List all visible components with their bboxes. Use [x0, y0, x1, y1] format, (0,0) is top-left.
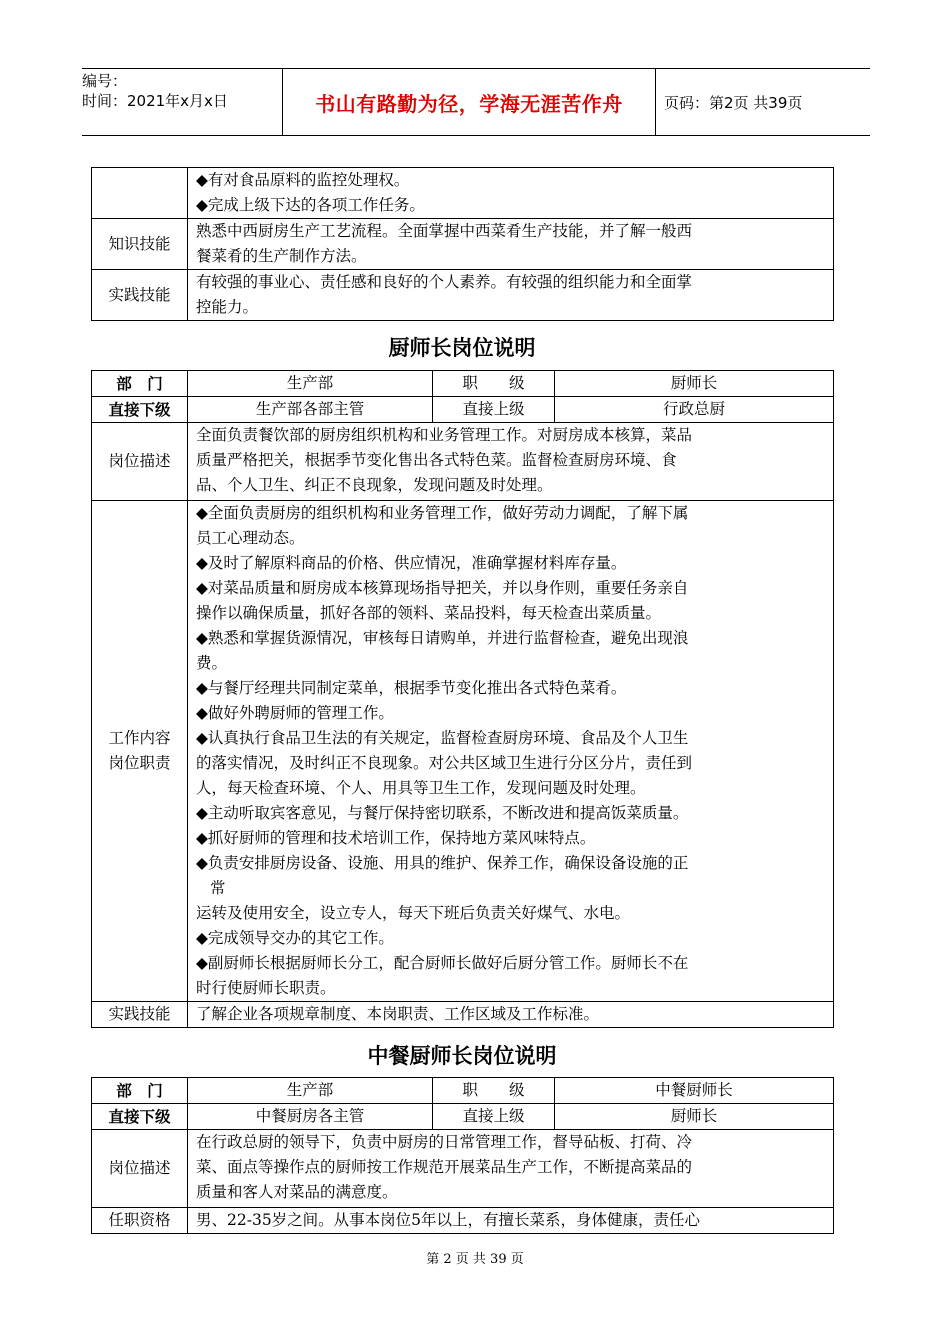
duty-label: [92, 501, 188, 1002]
desc-label: 岗位描述: [92, 423, 188, 501]
text-line: 员工心理动态。: [196, 529, 305, 547]
table-row: [92, 1208, 834, 1234]
text-line: ◆全面负责厨房的组织机构和业务管理工作，做好劳动力调配，了解下属: [196, 504, 689, 522]
text-line: 菜、面点等操作点的厨师按工作规范开展菜品生产工作，不断提高菜品的: [196, 1158, 693, 1176]
row-content: [188, 168, 834, 219]
dept-label: 部 门: [92, 371, 188, 397]
rank-label: 职 级: [433, 371, 555, 397]
time-label: 时间：2021年x月x日: [82, 92, 228, 110]
text-line: ◆及时了解原料商品的价格、供应情况，准确掌握材料库存量。: [196, 554, 627, 572]
text-line: 的落实情况，及时纠正不良现象。对公共区域卫生进行分区分片，责任到: [196, 754, 693, 772]
qualification-content: 男、22-35岁之间。从事本岗位5年以上，有擅长菜系，身体健康，责任心: [188, 1208, 834, 1234]
text-line: 熟悉中西厨房生产工艺流程。全面掌握中西菜肴生产技能，并了解一般西: [196, 222, 693, 240]
superior-value: 行政总厨: [555, 397, 834, 423]
duty-label-line: 工作内容: [108, 729, 171, 747]
row-label: [92, 168, 188, 219]
table-row: [92, 1078, 834, 1104]
row-content: [188, 270, 834, 321]
table-row: [92, 270, 834, 321]
rank-value: 中餐厨师长: [555, 1078, 834, 1104]
desc-content: [188, 423, 834, 501]
text-line: 品、个人卫生、纠正不良现象，发现问题及时处理。: [196, 476, 553, 494]
text-line: 控能力。: [196, 298, 259, 316]
top-table: [91, 167, 834, 321]
superior-label: 直接上级: [433, 1104, 555, 1130]
text-line: 人，每天检查环境、个人、用具等卫生工作，发现问题及时处理。: [196, 779, 646, 797]
text-line: ◆对菜品质量和厨房成本核算现场指导把关，并以身作则，重要任务亲自: [196, 579, 689, 597]
text-line: ◆与餐厅经理共同制定菜单，根据季节变化推出各式特色菜肴。: [196, 679, 627, 697]
section-title: 中餐厨师长岗位说明: [367, 1043, 557, 1068]
subordinate-value: 中餐厨房各主管: [188, 1104, 433, 1130]
row-label: 知识技能: [92, 219, 188, 270]
text-line: ◆抓好厨师的管理和技术培训工作，保持地方菜风味特点。: [196, 829, 596, 847]
text-line: ◆负责安排厨房设备、设施、用具的维护、保养工作，确保设备设施的正: [196, 854, 689, 872]
text-line: 运转及使用安全，设立专人，每天下班后负责关好煤气、水电。: [196, 904, 631, 922]
duty-content: [188, 501, 834, 1002]
text-line: ◆有对食品原料的监控处理权。: [196, 171, 410, 189]
qualification-label: 任职资格: [92, 1208, 188, 1234]
section1-table: [91, 370, 834, 1028]
text-line: 常: [210, 879, 226, 897]
table-row: [92, 1002, 834, 1028]
table-row: [92, 397, 834, 423]
subordinate-value: 生产部各部主管: [188, 397, 433, 423]
text-line: ◆做好外聘厨师的管理工作。: [196, 704, 394, 722]
subordinate-label: 直接下级: [92, 397, 188, 423]
rank-label: 职 级: [433, 1078, 555, 1104]
desc-content: [188, 1130, 834, 1208]
text-line: 时行使厨师长职责。: [196, 979, 336, 997]
text-line: ◆完成上级下达的各项工作任务。: [196, 196, 425, 214]
table-row: [92, 1104, 834, 1130]
row-content: [188, 219, 834, 270]
page-header: [82, 68, 870, 136]
section2-table: [91, 1077, 834, 1234]
text-line: ◆熟悉和掌握货源情况，审核每日请购单，并进行监督检查，避免出现浪: [196, 629, 689, 647]
superior-label: 直接上级: [433, 397, 555, 423]
serial-label: 编号：: [82, 72, 128, 90]
section-title: 厨师长岗位说明: [388, 335, 536, 360]
rank-value: 厨师长: [555, 371, 834, 397]
text-line: ◆副厨师长根据厨师长分工，配合厨师长做好后厨分管工作。厨师长不在: [196, 954, 689, 972]
table-row: [92, 501, 834, 1002]
dept-value: 生产部: [188, 1078, 433, 1104]
dept-value: 生产部: [188, 371, 433, 397]
desc-label: 岗位描述: [92, 1130, 188, 1208]
text-line: ◆认真执行食品卫生法的有关规定，监督检查厨房环境、食品及个人卫生: [196, 729, 689, 747]
text-line: 全面负责餐饮部的厨房组织机构和业务管理工作。对厨房成本核算，菜品: [196, 426, 693, 444]
subordinate-label: 直接下级: [92, 1104, 188, 1130]
skill-label: 实践技能: [92, 1002, 188, 1028]
text-line: ◆完成领导交办的其它工作。: [196, 929, 394, 947]
table-row: [92, 168, 834, 219]
text-line: 有较强的事业心、责任感和良好的个人素养。有较强的组织能力和全面掌: [196, 273, 693, 291]
row-label: 实践技能: [92, 270, 188, 321]
header-motto: 书山有路勤为径，学海无涯苦作舟: [282, 69, 656, 135]
page-footer: 第 2 页 共 39 页: [426, 1252, 524, 1267]
duty-label-line: 岗位职责: [108, 754, 171, 772]
skill-content: 了解企业各项规章制度、本岗职责、工作区域及工作标准。: [188, 1002, 834, 1028]
dept-label: 部 门: [92, 1078, 188, 1104]
header-page-label: 页码：第2页 共39页: [664, 93, 803, 112]
text-line: 费。: [196, 654, 228, 672]
table-row: [92, 371, 834, 397]
header-info: [82, 69, 282, 137]
superior-value: 厨师长: [555, 1104, 834, 1130]
text-line: 餐菜肴的生产制作方法。: [196, 247, 367, 265]
table-row: [92, 219, 834, 270]
text-line: 质量和客人对菜品的满意度。: [196, 1183, 398, 1201]
text-line: 操作以确保质量，抓好各部的领料、菜品投料，每天检查出菜质量。: [196, 604, 662, 622]
text-line: 质量严格把关，根据季节变化售出各式特色菜。监督检查厨房环境、食: [196, 451, 677, 469]
table-row: [92, 1130, 834, 1208]
text-line: 在行政总厨的领导下，负责中厨房的日常管理工作，督导砧板、打荷、冷: [196, 1133, 693, 1151]
table-row: [92, 423, 834, 501]
text-line: ◆主动听取宾客意见，与餐厅保持密切联系，不断改进和提高饭菜质量。: [196, 804, 689, 822]
